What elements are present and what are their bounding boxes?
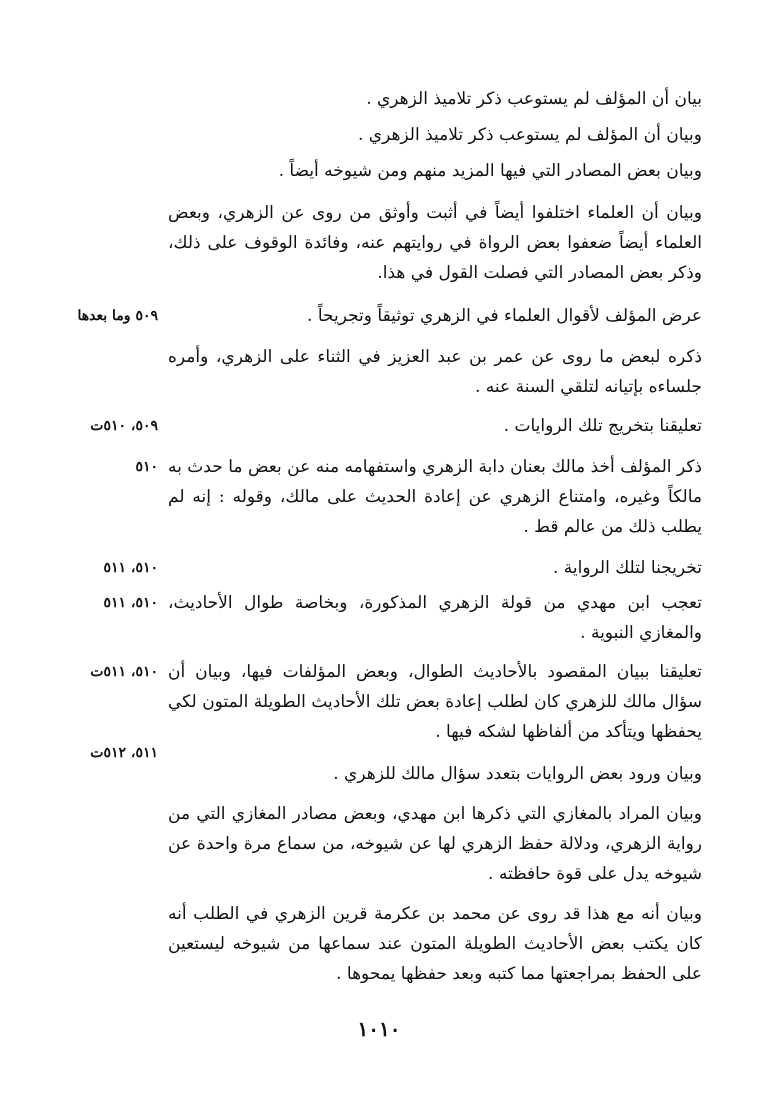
- page-reference: ٥٠٩، ٥١٠ت: [90, 418, 158, 434]
- entry-text: ذكره لبعض ما روى عن عمر بن عبد العزيز في الثناء على الزهري، وأمره جلساءه بإتيانه لتلقي السنة عنه .: [168, 347, 702, 397]
- entry-text: وبيان المراد بالمغازي التي ذكرها ابن مهدي، وبعض مصادر المغازي التي من رواية الزهري، ودلالة حفظ الزهري لها عن شيوخه، من سماع مرة واحدة عن شيوخه يدل على قوة حافظته .: [168, 804, 702, 884]
- entry-text: وبيان أن العلماء اختلفوا أيضاً في أثبت وأوثق من روى عن الزهري، وبعض العلماء أيضاً ضعفوا بعض الرواة في روايتهم عنه، وفائدة الوقوف على ذلك، وذكر بعض المصادر التي فصلت القول في هذا.: [168, 203, 702, 283]
- entry-text: تعجب ابن مهدي من قولة الزهري المذكورة، وبخاصة طوال الأحاديث، والمغازي النبوية .: [168, 593, 702, 643]
- entry-text: عرض المؤلف لأقوال العلماء في الزهري توثيقاً وتجريحاً .: [307, 306, 702, 326]
- page-reference: ٥١١، ٥١٢ت: [90, 745, 158, 761]
- page-number: ١٠١٠: [357, 1017, 401, 1041]
- page-reference: ٥١٠، ٥١١ت: [90, 664, 158, 680]
- entry-text: بيان أن المؤلف لم يستوعب ذكر تلاميذ الزهري .: [366, 89, 702, 109]
- entry-text: وبيان أنه مع هذا قد روى عن محمد بن عكرمة قرين الزهري في الطلب أنه كان يكتب بعض الأحاديث الطويلة المتون عند سماعها من شيوخه ليستعين على الحفظ بمراجعتها مما كتبه وبعد حفظها يمحوها .: [168, 904, 702, 984]
- entry-text: وبيان أن المؤلف لم يستوعب ذكر تلاميذ الزهري .: [357, 125, 702, 145]
- entry-text: تعليقنا بتخريج تلك الروايات .: [503, 416, 702, 436]
- entry-text: وبيان بعض المصادر التي فيها المزيد منهم ومن شيوخه أيضاً .: [278, 161, 702, 181]
- page-reference: ٥١٠، ٥١١: [103, 560, 158, 576]
- page-reference: ٥٠٩ وما بعدها: [77, 308, 158, 324]
- entry-text: تخريجنا لتلك الرواية .: [552, 558, 702, 578]
- entry-text: وبيان ورود بعض الروايات بتعدد سؤال مالك للزهري .: [333, 764, 702, 784]
- page-reference: ٥١٠: [135, 459, 158, 475]
- entry-text: ذكر المؤلف أخذ مالك بعنان دابة الزهري واستفهامه منه عن بعض ما حدث به مالكاً وغيره، وامتناع الزهري عن إعادة الحديث على مالك، وقوله : إنه لم يطلب ذلك من عالم قط .: [168, 457, 702, 537]
- entry-text: تعليقنا ببيان المقصود بالأحاديث الطوال، وبعض المؤلفات فيها، وبيان أن سؤال مالك للزهري كان لطلب إعادة بعض تلك الأحاديث الطويلة المتون لكي يحفظها ويتأكد من ألفاظها لشكه فيها .: [168, 662, 702, 742]
- page-reference: ٥١٠، ٥١١: [103, 595, 158, 611]
